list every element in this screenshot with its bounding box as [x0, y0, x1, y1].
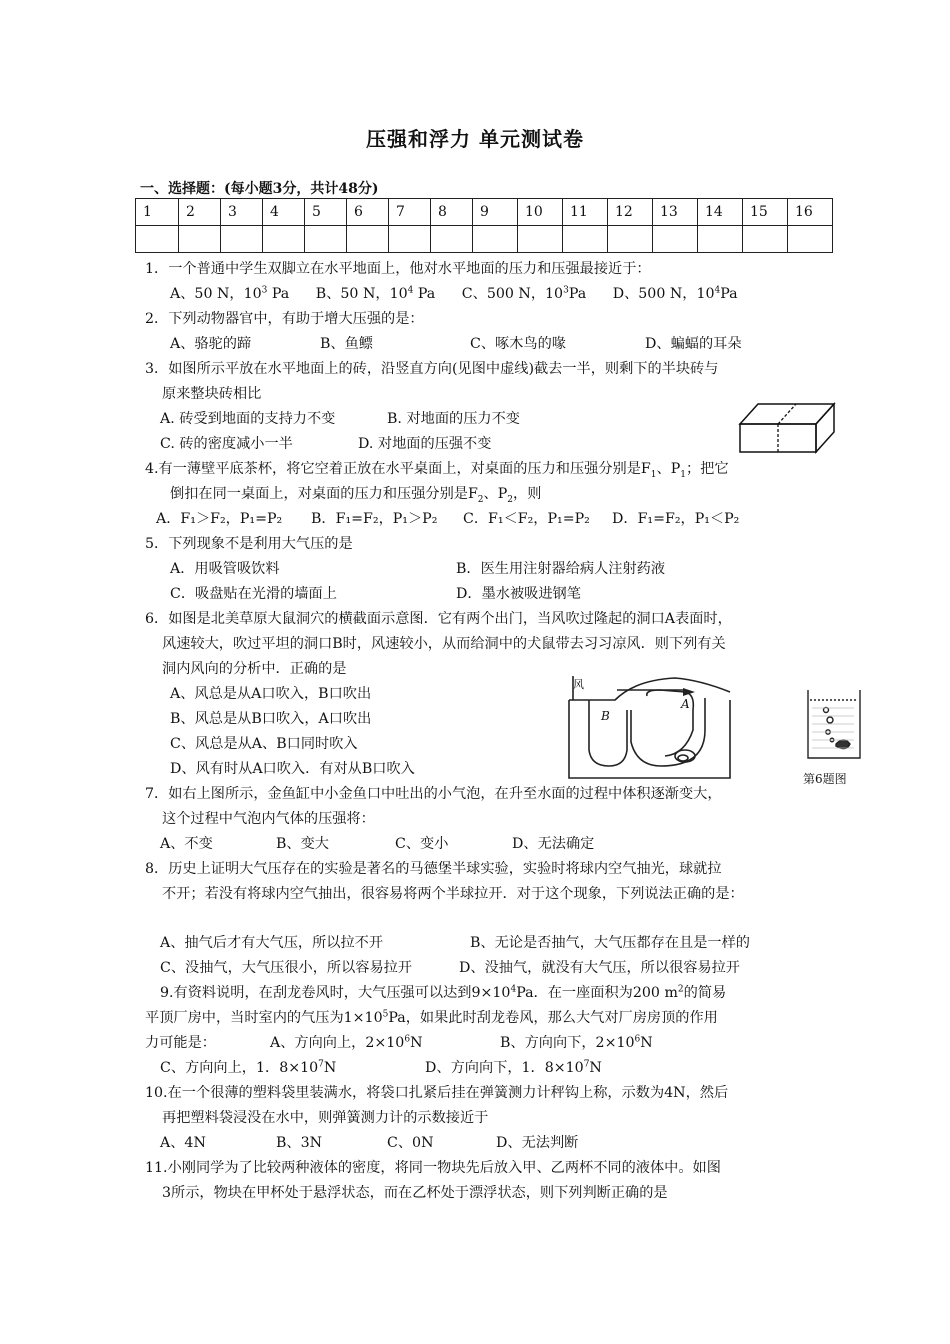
grid-number: 11: [563, 199, 608, 226]
answer-cell[interactable]: [263, 226, 305, 253]
q4-stem-line2: 倒扣在同一桌面上，对桌面的压力和压强分别是$F_2$、$P_2$，则: [170, 486, 542, 505]
q3-stem-line1: 3．如图所示平放在水平地面上的砖，沿竖直方向(见图中虚线)截去一半，则剩下的半块砖与: [145, 361, 719, 377]
answer-cell[interactable]: [698, 226, 743, 253]
q1-option-a[interactable]: A、50 N，$10^3$ Pa: [170, 285, 290, 302]
answer-cell[interactable]: [347, 226, 389, 253]
q1-option-d[interactable]: D、500 N，$10^4Pa$: [612, 285, 738, 302]
grid-number: 9: [473, 199, 518, 226]
grid-number: 3: [221, 199, 263, 226]
q7-option-d[interactable]: D、无法确定: [512, 836, 595, 852]
q9-stem-line1: 9.有资料说明，在刮龙卷风时，大气压强可以达到$9\times 10^4Pa$．在一座面积为200 $m^2$的简易: [160, 984, 727, 1001]
answer-cell[interactable]: [179, 226, 221, 253]
burrow-figure: [565, 670, 735, 782]
q9-option-a[interactable]: A、方向向上，$2\times 10^6N$: [270, 1034, 423, 1051]
q10-option-a[interactable]: A、4N: [160, 1135, 206, 1151]
q10-option-b[interactable]: B、3N: [276, 1135, 323, 1151]
answer-cell[interactable]: [788, 226, 833, 253]
fig6-caption: 第6题图: [803, 772, 847, 786]
q4-option-a[interactable]: A．F₁＞F₂，P₁=P₂: [156, 511, 283, 527]
q4-option-c[interactable]: C．F₁＜F₂，P₁=P₂: [463, 511, 590, 527]
q7-stem-line1: 7．如右上图所示，金鱼缸中小金鱼口中吐出的小气泡，在升至水面的过程中体积逐渐变大，: [145, 786, 722, 802]
answer-cell[interactable]: [473, 226, 518, 253]
grid-number: 16: [788, 199, 833, 226]
q8-option-b[interactable]: B、无论是否抽气，大气压都存在且是一样的: [470, 935, 750, 951]
q1-option-b[interactable]: B、50 N，$10^4$ Pa: [315, 285, 436, 302]
q2-option-d[interactable]: D、蝙蝠的耳朵: [645, 336, 742, 352]
q8-stem-line2: 不开；若没有将球内空气抽出，很容易将两个半球拉开．对于这个现象，下列说法正确的是：: [162, 886, 744, 902]
grid-number: 8: [431, 199, 473, 226]
q5-stem: 5．下列现象不是利用大气压的是: [145, 536, 353, 552]
grid-number: 4: [263, 199, 305, 226]
q3-option-d[interactable]: D. 对地面的压强不变: [358, 436, 492, 452]
answer-grid-header-row: [136, 199, 833, 226]
q7-stem-line2: 这个过程中气泡内气体的压强将：: [162, 811, 375, 827]
grid-number: 7: [389, 199, 431, 226]
q5-option-a[interactable]: A．用吸管吸饮料: [170, 561, 280, 577]
q3-option-c[interactable]: C. 砖的密度减小一半: [160, 436, 293, 452]
q6-stem-line1: 6．如图是北美草原大鼠洞穴的横截面示意图．它有两个出门，当风吹过隆起的洞口A表面时，: [145, 611, 732, 627]
q10-option-d[interactable]: D、无法判断: [496, 1135, 579, 1151]
grid-number: 2: [179, 199, 221, 226]
grid-number: 10: [518, 199, 563, 226]
answer-cell[interactable]: [608, 226, 653, 253]
grid-number: 6: [347, 199, 389, 226]
q11-stem-line2: 3所示，物块在甲杯处于悬浮状态，而在乙杯处于漂浮状态，则下列判断正确的是: [162, 1185, 668, 1201]
q3-option-a[interactable]: A. 砖受到地面的支持力不变: [160, 411, 336, 427]
q8-option-c[interactable]: C、没抽气，大气压很小，所以容易拉开: [160, 960, 413, 976]
q6-option-d[interactable]: D、风有时从A口吹入．有对从B口吹入: [170, 761, 415, 777]
burrow-label-b: B: [601, 709, 610, 723]
q5-option-b[interactable]: B．医生用注射器给病人注射药液: [456, 561, 666, 577]
q10-stem-line1: 10.在一个很薄的塑料袋里装满水，将袋口扎紧后挂在弹簧测力计秤钩上称，示数为4N，然后: [145, 1085, 729, 1101]
answer-cell[interactable]: [518, 226, 563, 253]
grid-number: 15: [743, 199, 788, 226]
answer-grid: [135, 198, 833, 253]
q9-stem-line3: 力可能是：: [145, 1035, 216, 1051]
answer-cell[interactable]: [743, 226, 788, 253]
grid-number: 5: [305, 199, 347, 226]
answer-cell[interactable]: [653, 226, 698, 253]
grid-number: 14: [698, 199, 743, 226]
q9-option-c[interactable]: C、方向向上，1．$8\times 10^7N$: [160, 1059, 337, 1076]
q1-options: [170, 284, 738, 304]
brick-figure: [738, 402, 838, 454]
answer-cell[interactable]: [305, 226, 347, 253]
q4-option-d[interactable]: D．F₁=F₂，P₁＜P₂: [612, 511, 740, 527]
q7-option-b[interactable]: B、变大: [276, 836, 329, 852]
q8-option-d[interactable]: D、没抽气，就没有大气压，所以很容易拉开: [459, 960, 740, 976]
q3-option-b[interactable]: B. 对地面的压力不变: [387, 411, 520, 427]
answer-cell[interactable]: [221, 226, 263, 253]
q9-stem-line2: 平顶厂房中，当时室内的气压为$1\times 10^5Pa$，如果此时刮龙卷风，那么大气对厂房房顶的作用: [145, 1009, 718, 1026]
q4-option-b[interactable]: B．F₁=F₂，P₁＞P₂: [311, 511, 438, 527]
q6-option-a[interactable]: A、风总是从A口吹入，B口吹出: [170, 686, 372, 702]
q6-stem-line2: 风速较大，吹过平坦的洞口B时，风速较小，从而给洞中的犬鼠带去习习凉风．则下列有关: [162, 636, 726, 652]
grid-number: 12: [608, 199, 653, 226]
q6-option-b[interactable]: B、风总是从B口吹入，A口吹出: [170, 711, 372, 727]
q5-option-c[interactable]: C．吸盘贴在光滑的墙面上: [170, 586, 337, 602]
q8-option-a[interactable]: A、抽气后才有大气压，所以拉不开: [160, 935, 384, 951]
q8-stem-line1: 8．历史上证明大气压存在的实验是著名的马德堡半球实验，实验时将球内空气抽光，球就拉: [145, 861, 722, 877]
answer-cell[interactable]: [136, 226, 179, 253]
q6-stem-line3: 洞内风向的分析中．正确的是: [162, 661, 347, 677]
q2-option-c[interactable]: C、啄木鸟的喙: [470, 336, 566, 352]
grid-number: 13: [653, 199, 698, 226]
q1-stem: 1．一个普通中学生双脚立在水平地面上，他对水平地面的压力和压强最接近于：: [145, 261, 651, 277]
q5-option-d[interactable]: D．墨水被吸进钢笔: [456, 586, 581, 602]
q1-option-c[interactable]: C、500 N，$10^3Pa$: [461, 285, 587, 302]
q7-option-a[interactable]: A、不变: [160, 836, 213, 852]
answer-cell[interactable]: [563, 226, 608, 253]
q9-option-d[interactable]: D、方向向下，1．$8\times 10^7N$: [425, 1059, 602, 1076]
answer-grid-input-row: [136, 226, 833, 253]
q10-option-c[interactable]: C、0N: [387, 1135, 434, 1151]
burrow-label-a: A: [681, 697, 690, 711]
q7-option-c[interactable]: C、变小: [395, 836, 449, 852]
fish-tank-figure: [806, 688, 862, 760]
section-heading-choice: 一、选择题：(每小题3分，共计48分): [140, 181, 379, 197]
answer-cell[interactable]: [431, 226, 473, 253]
q9-option-b[interactable]: B、方向向下，$2\times 10^6N$: [500, 1034, 653, 1051]
q2-option-b[interactable]: B、鱼鳔: [320, 336, 373, 352]
q3-stem-line2: 原来整块砖相比: [162, 386, 262, 402]
q6-option-c[interactable]: C、风总是从A、B口同时吹入: [170, 736, 358, 752]
grid-number: 1: [136, 199, 179, 226]
answer-cell[interactable]: [389, 226, 431, 253]
q11-stem-line1: 11.小刚同学为了比较两种液体的密度，将同一物块先后放入甲、乙两杯不同的液体中。如图: [145, 1160, 721, 1176]
q2-option-a[interactable]: A、骆驼的蹄: [170, 336, 252, 352]
q2-stem: 2．下列动物器官中，有助于增大压强的是：: [145, 311, 424, 327]
q10-stem-line2: 再把塑料袋浸没在水中，则弹簧测力计的示数接近于: [162, 1110, 489, 1126]
page-title: 压强和浮力 单元测试卷: [366, 127, 584, 151]
burrow-label-wind: 风: [573, 678, 584, 691]
q4-stem-line1: 4.有一薄壁平底茶杯，将它空着正放在水平桌面上，对桌面的压力和压强分别是$F_1$、$P_1$；把它: [145, 461, 729, 480]
